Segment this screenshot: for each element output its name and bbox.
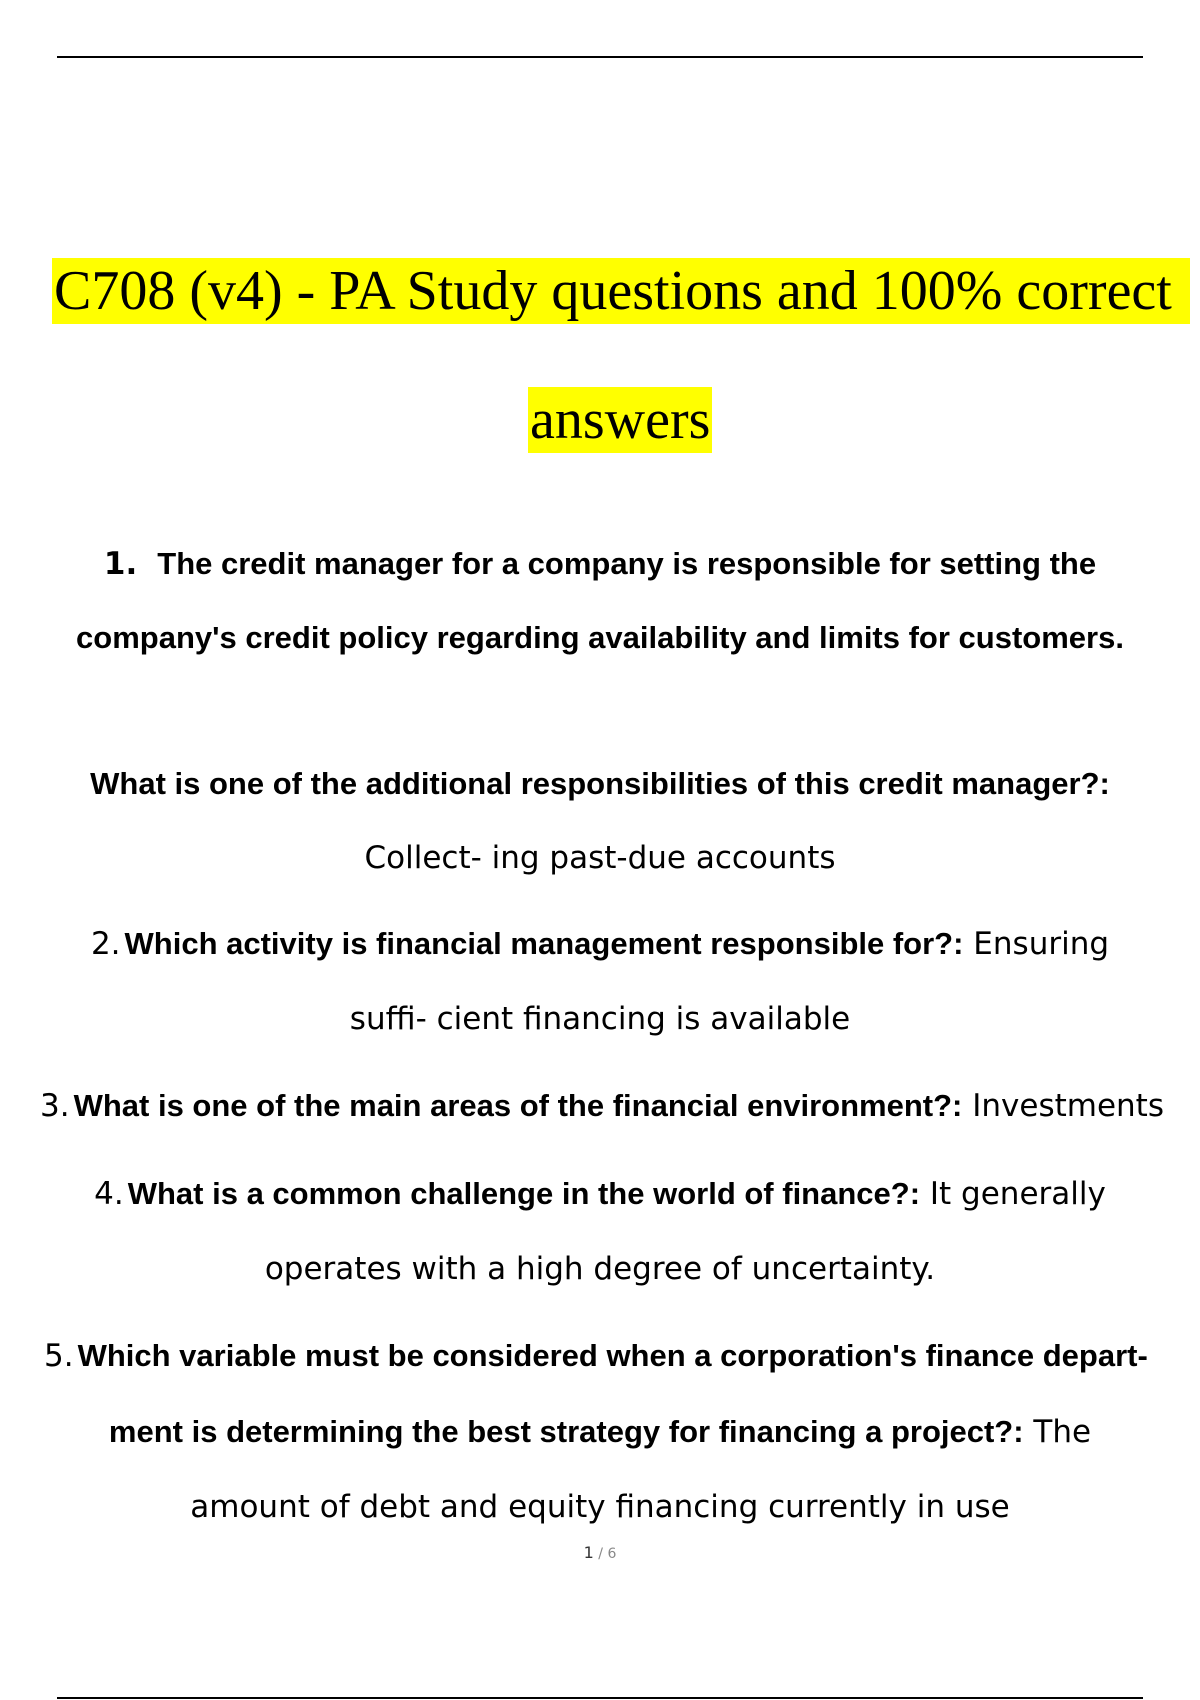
question-2-number: 2. <box>90 926 121 962</box>
question-3-number: 3. <box>40 1088 70 1124</box>
answer-2-part-2: suffi- cient financing is available <box>349 1001 851 1037</box>
question-1-number: 1. <box>103 546 138 582</box>
question-3-line <box>40 1086 1164 1126</box>
page-indicator <box>0 1543 1200 1562</box>
top-rule <box>57 56 1143 58</box>
question-1-line-3: What is one of the additional responsibilities of this credit manager?: <box>90 766 1110 801</box>
document-title-line-2: answers <box>530 389 711 451</box>
question-2-text: Which activity is financial management responsible for?: <box>124 926 964 961</box>
answer-5-part-1: The <box>1023 1414 1092 1450</box>
question-1-line-2: company's credit policy regarding availability and limits for customers. <box>76 620 1124 655</box>
answer-4-part-1: It generally <box>920 1176 1106 1212</box>
answer-2-part-1: Ensuring <box>963 926 1110 962</box>
bottom-rule <box>57 1697 1143 1699</box>
question-5-number: 5. <box>44 1338 74 1374</box>
page-current: 1 <box>583 1543 594 1562</box>
question-4-text: What is a common challenge in the world of finance?: <box>127 1176 921 1211</box>
question-5-text-a: Which variable must be considered when a corporation's finance depart- <box>77 1338 1148 1373</box>
document-title-line-1: C708 (v4) - PA Study questions and 100% correct <box>52 258 1190 324</box>
question-4-number: 4. <box>94 1176 124 1212</box>
question-2-line-1 <box>0 924 1200 964</box>
question-1-text-a: The credit manager for a company is responsible for setting the <box>157 546 1097 581</box>
answer-3: Investments <box>962 1088 1164 1124</box>
question-3-text: What is one of the main areas of the financial environment?: <box>73 1088 963 1123</box>
question-5-line-2 <box>0 1412 1200 1452</box>
answer-1: Collect- ing past-due accounts <box>364 840 836 876</box>
question-1-line-1 <box>0 544 1200 584</box>
page-total: / 6 <box>593 1546 617 1562</box>
question-5-line-1 <box>44 1336 1148 1376</box>
answer-4-part-2: operates with a high degree of uncertainty. <box>264 1251 936 1287</box>
question-4-line-1 <box>0 1174 1200 1214</box>
question-5-text-b: ment is determining the best strategy for financing a project?: <box>108 1414 1024 1449</box>
answer-5-part-2: amount of debt and equity financing currently in use <box>190 1489 1010 1525</box>
